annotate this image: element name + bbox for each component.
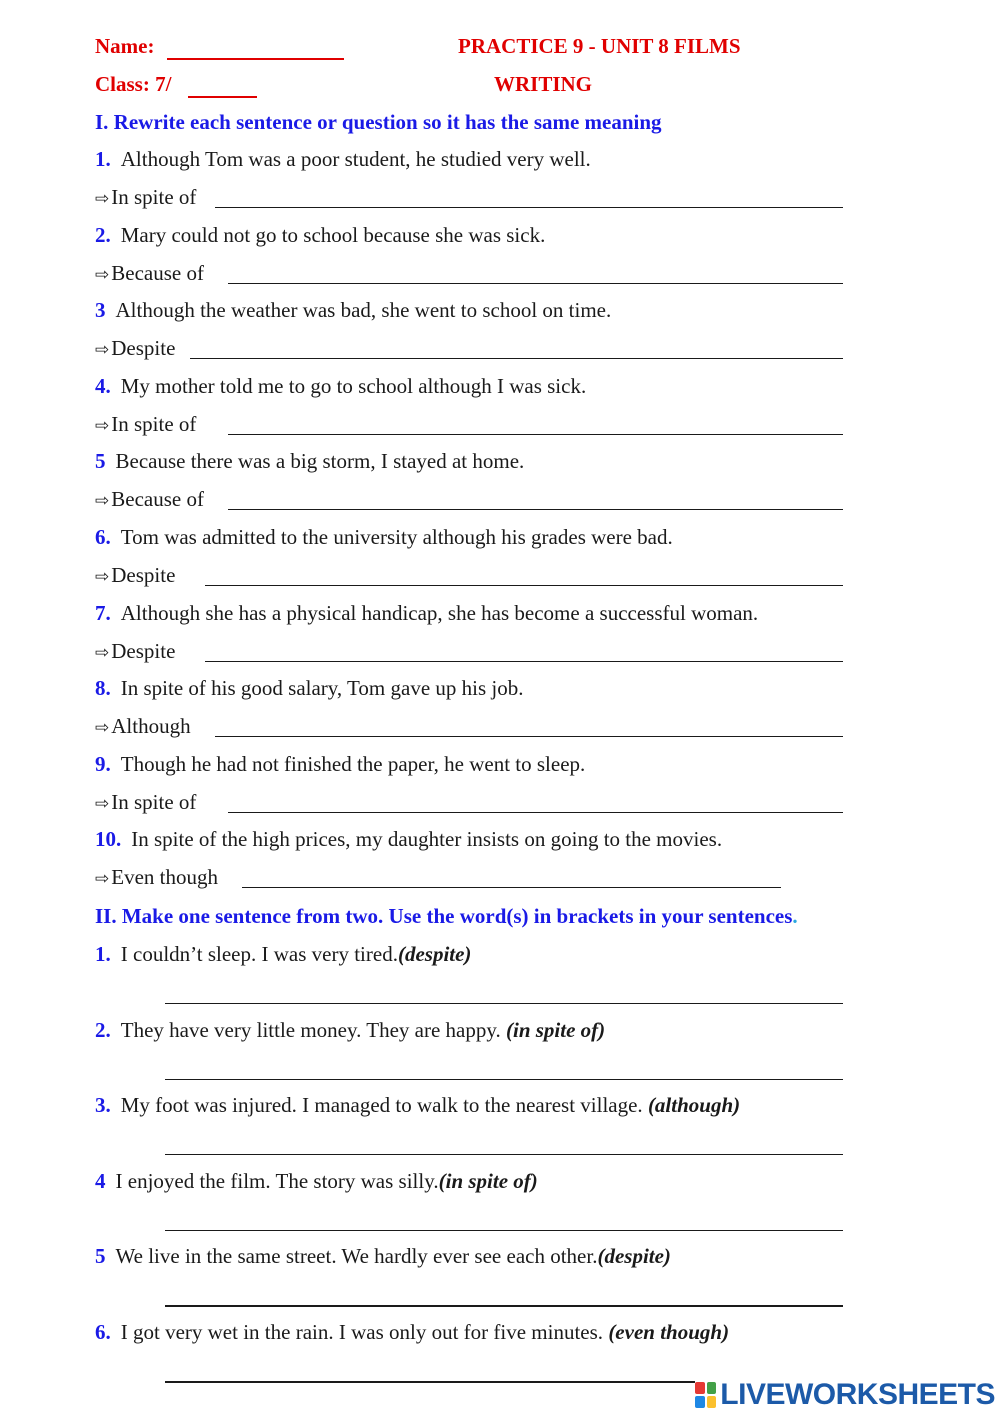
section1-heading: I. Rewrite each sentence or question so it has the same meaning	[95, 110, 662, 134]
question-number: 2.	[95, 1017, 111, 1042]
question-number: 5	[95, 449, 106, 474]
question-sentence: Mary could not go to school because she was sick.	[120, 222, 546, 247]
arrow-right-icon: ⇨	[95, 264, 110, 285]
section1-question	[95, 524, 673, 550]
answer-prompt-row	[95, 864, 218, 892]
bracket-hint: (despite)	[397, 942, 472, 966]
answer-line[interactable]	[242, 887, 781, 888]
answer-line[interactable]	[215, 736, 843, 737]
arrow-right-icon: ⇨	[95, 793, 110, 814]
answer-prompt-row	[95, 789, 196, 817]
question-number: 3.	[95, 1093, 111, 1118]
answer-prompt-row	[95, 184, 196, 212]
question-sentence: Because there was a big storm, I stayed at home.	[115, 449, 525, 474]
question-number: 5	[95, 1244, 106, 1269]
answer-line[interactable]	[205, 661, 843, 662]
answer-prompt-row	[95, 713, 191, 741]
question-number: 3	[95, 298, 106, 323]
section2-heading-end: .	[792, 904, 798, 928]
worksheet-title: PRACTICE 9 - UNIT 8 FILMS	[458, 34, 741, 58]
question-number: 1.	[95, 942, 111, 966]
liveworksheets-logo	[695, 1378, 995, 1412]
question-sentence: My mother told me to go to school although I was sick.	[120, 373, 587, 398]
question-sentence: I couldn’t sleep. I was very tired.	[120, 942, 398, 966]
answer-line[interactable]	[228, 283, 843, 284]
section2-question	[95, 1092, 740, 1118]
section2-question	[95, 1319, 729, 1345]
answer-prompt: Even though	[111, 865, 218, 890]
arrow-right-icon: ⇨	[95, 189, 110, 209]
arrow-right-icon: ⇨	[95, 491, 110, 512]
answer-prompt-row	[95, 638, 175, 666]
question-sentence: They have very little money. They are happy.	[120, 1017, 501, 1042]
question-sentence: Tom was admitted to the university although his grades were bad.	[120, 525, 673, 549]
class-input-line[interactable]	[188, 96, 257, 98]
arrow-right-icon: ⇨	[95, 567, 110, 587]
arrow-right-icon: ⇨	[95, 642, 110, 663]
answer-prompt-row	[95, 335, 175, 363]
question-number: 2.	[95, 222, 111, 247]
question-number: 9.	[95, 751, 111, 776]
question-number: 4	[95, 1168, 106, 1193]
answer-prompt: Because of	[111, 260, 204, 285]
arrow-right-icon: ⇨	[95, 869, 110, 890]
answer-line[interactable]	[228, 434, 843, 435]
bracket-hint: (despite)	[597, 1244, 671, 1269]
answer-prompt-row	[95, 486, 204, 514]
section1-question	[95, 751, 585, 777]
answer-line[interactable]	[228, 812, 843, 813]
section2-question	[95, 1168, 538, 1194]
answer-prompt: Despite	[111, 336, 176, 361]
arrow-right-icon: ⇨	[95, 340, 110, 361]
bracket-hint: (in spite of)	[506, 1017, 606, 1042]
question-number: 1.	[95, 147, 111, 171]
answer-line[interactable]	[215, 207, 843, 208]
question-sentence: I enjoyed the film. The story was silly.	[115, 1168, 439, 1193]
answer-prompt: In spite of	[111, 789, 197, 814]
section2-question	[95, 941, 471, 967]
bracket-hint: (even though)	[608, 1320, 730, 1344]
question-sentence: In spite of the high prices, my daughter insists on going to the movies.	[131, 827, 723, 852]
section2-heading: II. Make one sentence from two. Use the word(s) in brackets in your sentences	[95, 904, 793, 928]
liveworksheets-logo-icon	[695, 1382, 716, 1408]
answer-prompt-row	[95, 260, 204, 288]
question-sentence: Although the weather was bad, she went to school on time.	[115, 298, 612, 323]
question-number: 4.	[95, 373, 111, 398]
question-sentence: I got very wet in the rain. I was only out for five minutes.	[120, 1320, 604, 1344]
worksheet-subtitle: WRITING	[494, 72, 593, 96]
answer-prompt: Although	[111, 714, 191, 739]
class-label: Class: 7/	[95, 72, 172, 96]
answer-line[interactable]	[205, 585, 843, 586]
section1-question	[95, 600, 758, 626]
question-sentence: We live in the same street. We hardly ever see each other.	[115, 1244, 598, 1269]
section1-question	[95, 675, 523, 701]
answer-line[interactable]	[165, 1154, 843, 1155]
arrow-right-icon: ⇨	[95, 415, 110, 436]
name-label-row	[95, 33, 154, 59]
class-label-row	[95, 71, 171, 97]
answer-prompt: In spite of	[111, 411, 197, 436]
question-sentence: My foot was injured. I managed to walk to the nearest village.	[120, 1093, 643, 1118]
section1-question	[95, 297, 611, 323]
question-sentence: In spite of his good salary, Tom gave up his job.	[120, 676, 524, 701]
section1-question	[95, 146, 591, 172]
answer-prompt: Because of	[111, 487, 204, 512]
question-sentence: Though he had not finished the paper, he went to sleep.	[120, 751, 586, 776]
section1-question	[95, 373, 586, 399]
section1-question	[95, 448, 524, 474]
section2-question	[95, 1243, 671, 1269]
answer-line[interactable]	[165, 1381, 695, 1383]
answer-line[interactable]	[165, 1079, 843, 1080]
section2-heading-row	[95, 903, 798, 929]
answer-prompt-row	[95, 411, 196, 439]
liveworksheets-logo-text: LIVEWORKSHEETS	[720, 1378, 995, 1411]
answer-prompt: Despite	[111, 638, 176, 663]
arrow-right-icon: ⇨	[95, 718, 110, 739]
section1-question	[95, 826, 722, 852]
question-number: 10.	[95, 827, 122, 852]
answer-line[interactable]	[165, 1305, 843, 1307]
answer-line[interactable]	[165, 1003, 843, 1004]
question-sentence: Although Tom was a poor student, he studied very well.	[120, 147, 591, 171]
answer-line[interactable]	[165, 1230, 843, 1231]
answer-line[interactable]	[228, 509, 843, 510]
answer-prompt: Despite	[111, 563, 176, 587]
answer-prompt-row	[95, 562, 175, 590]
question-number: 7.	[95, 600, 111, 625]
question-number: 8.	[95, 676, 111, 701]
name-input-line[interactable]	[167, 58, 344, 60]
bracket-hint: (in spite of)	[438, 1168, 538, 1193]
question-sentence: Although she has a physical handicap, she has become a successful woman.	[120, 600, 759, 625]
question-number: 6.	[95, 1320, 111, 1344]
name-label: Name:	[95, 34, 155, 58]
section2-question	[95, 1017, 605, 1043]
answer-line[interactable]	[190, 358, 843, 359]
bracket-hint: (although)	[647, 1093, 741, 1118]
question-number: 6.	[95, 525, 111, 549]
section1-question	[95, 222, 545, 248]
answer-prompt: In spite of	[111, 185, 197, 209]
